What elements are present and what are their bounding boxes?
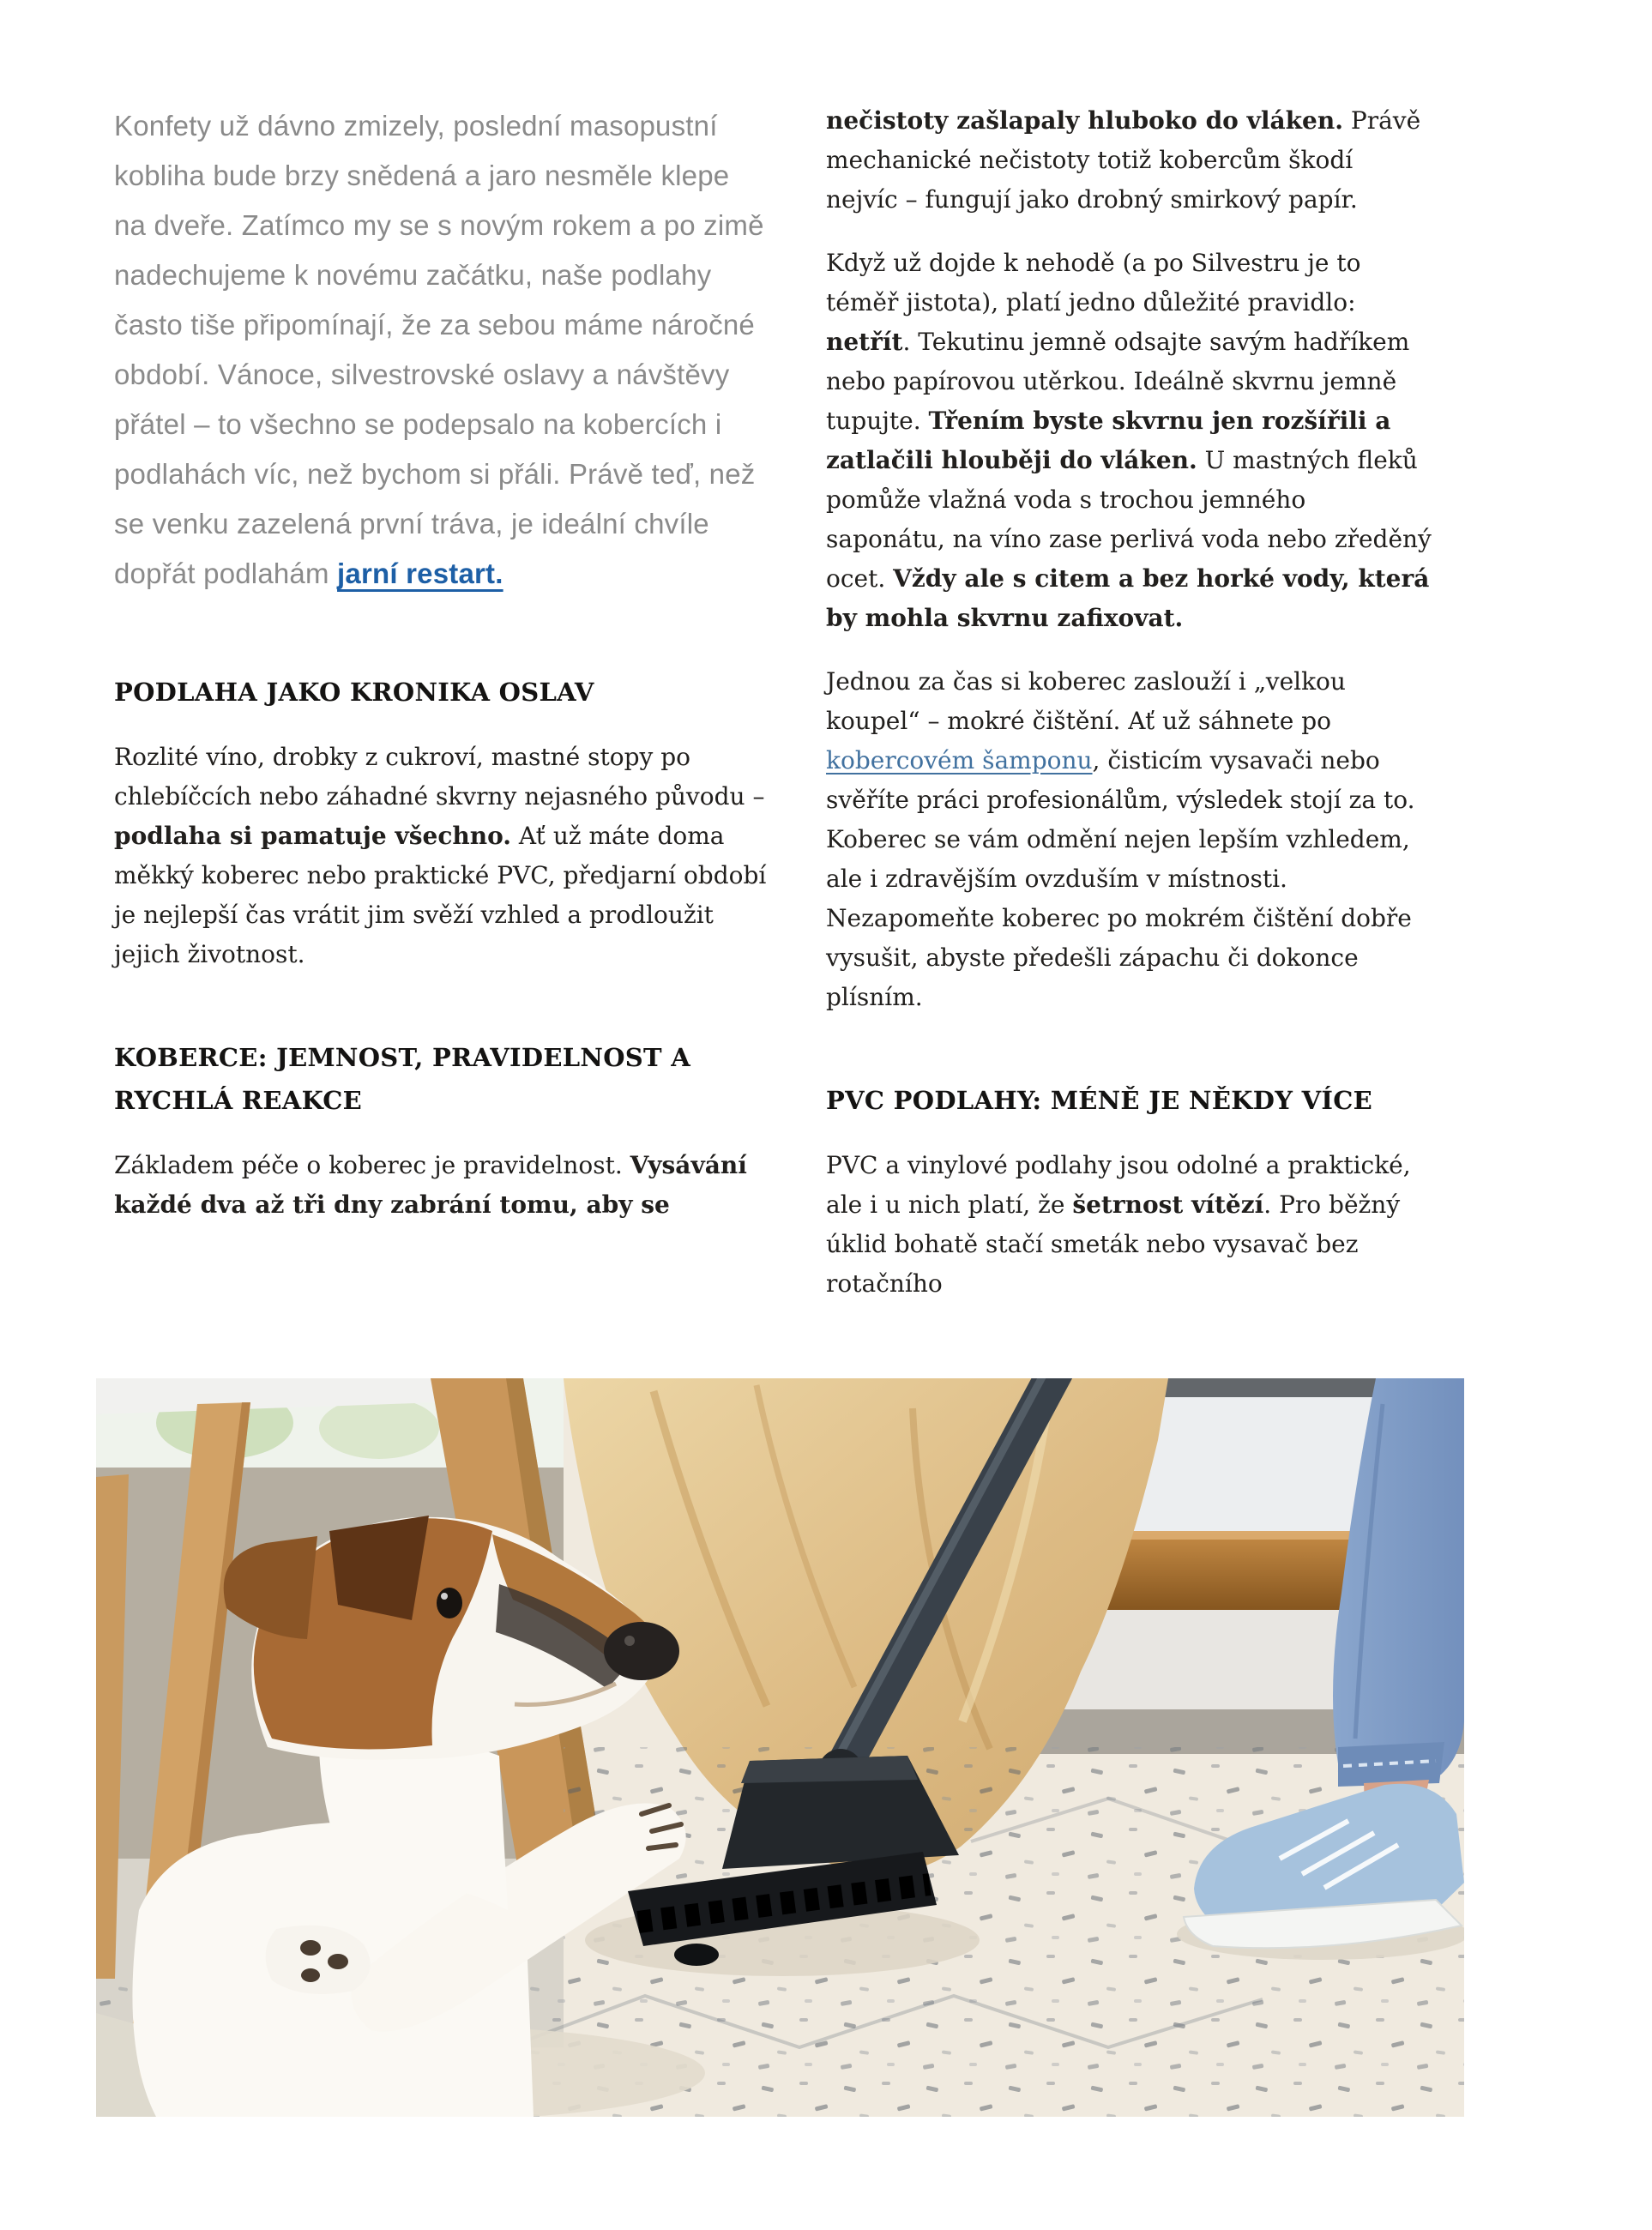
text-segment: Ať už máte doma měkký koberec nebo praktické PVC, předjarní období je nejlepší čas vrátit jim svěží vzhled a prodloužit jejich životnost.: [114, 822, 767, 968]
article-photo: [96, 1378, 1464, 2117]
paragraph-floor-memory: [114, 738, 768, 974]
heading-pvc: PVC PODLAHY: MÉNĚ JE NĚKDY VÍCE: [826, 1086, 1373, 1115]
paragraph-carpet-care: [114, 1146, 768, 1225]
right-column: [826, 101, 1432, 1304]
left-column: [114, 101, 768, 1225]
text-segment: nečistoty zašlapaly hluboko do vláken.: [826, 106, 1343, 135]
photo-illustration: [96, 1378, 1464, 2117]
text-segment: podlaha si pamatuje všechno.: [114, 822, 512, 850]
text-segment: Vysávání každé dva až tři dny zabrání tomu, aby se: [114, 1151, 747, 1219]
text-segment: Vždy ale s citem a bez horké vody, která by mohla skvrnu zafixovat.: [826, 564, 1430, 632]
text-segment: Základem péče o koberec je pravidelnost.: [114, 1151, 630, 1179]
intro-paragraph: [114, 101, 768, 599]
paragraph-deep-clean: [826, 662, 1432, 1017]
paragraph-accidents: [826, 244, 1432, 638]
text-segment: PVC a vinylové podlahy jsou odolné a praktické, ale i u nich platí, že: [826, 1151, 1411, 1219]
text-segment: šetrnost vítězí: [1072, 1190, 1264, 1219]
text-segment: Jednou za čas si koberec zaslouží i „velkou koupel“ – mokré čištění. Ať už sáhnete po: [826, 667, 1346, 735]
heading-podlaha-kronika: PODLAHA JAKO KRONIKA OSLAV: [114, 678, 594, 707]
paragraph-pvc: [826, 1146, 1432, 1304]
jarni-restart-link[interactable]: jarní restart.: [337, 558, 503, 589]
text-segment: . Tekutinu jemně odsajte savým hadříkem nebo papírovou utěrkou. Ideálně skvrnu jemně tupujte.: [826, 328, 1410, 435]
text-segment: Třením byste skvrnu jen rozšířili a zatlačili hlouběji do vláken.: [826, 407, 1391, 474]
text-segment: . Pro běžný úklid bohatě stačí smeták nebo vysavač bez rotačního: [826, 1190, 1401, 1298]
text-segment: U mastných fleků pomůže vlažná voda s trochou jemného saponátu, na víno zase perlivá voda nebo zředěný ocet.: [826, 446, 1432, 593]
text-segment: Konfety už dávno zmizely, poslední masopustní kobliha bude brzy snědená a jaro nesměle klepe na dveře. Zatímco my se s novým rokem a po zimě nadechujeme k novému začátku, naše podlahy často tiše připomínají, že za sebou máme náročné období. Vánoce, silvestrovské oslavy a návštěvy přátel – to všechno se podepsalo na kobercích i podlahách víc, než bychom si přáli. Právě teď, než se venku zazelená první tráva, je ideální chvíle dopřát podlahám: [114, 110, 764, 589]
text-segment: Když už dojde k nehodě (a po Silvestru je to téměř jistota), platí jedno důležité pravidlo:: [826, 249, 1361, 316]
text-segment: Rozlité víno, drobky z cukroví, mastné stopy po chlebíčcích nebo záhadné skvrny nejasného původu –: [114, 743, 765, 811]
heading-koberce: KOBERCE: JEMNOST, PRAVIDELNOST A RYCHLÁ REAKCE: [114, 1043, 691, 1115]
text-segment: netřít: [826, 328, 903, 356]
text-segment: , čisticím vysavači nebo svěříte práci profesionálům, výsledek stojí za to. Koberec se vám odmění nejen lepším vzhledem, ale i zdravějším ovzduším v místnosti. Nezapomeňte koberec po mokrém čištění dobře vysušit, abyste předešli zápachu či dokonce plísním.: [826, 746, 1415, 1011]
text-segment: Právě mechanické nečistoty totiž kobercům škodí nejvíc – fungují jako drobný smirkový papír.: [826, 106, 1421, 214]
kobercovy-sampon-link[interactable]: kobercovém šamponu: [826, 746, 1093, 774]
paragraph-carpet-care-continued: [826, 101, 1432, 220]
